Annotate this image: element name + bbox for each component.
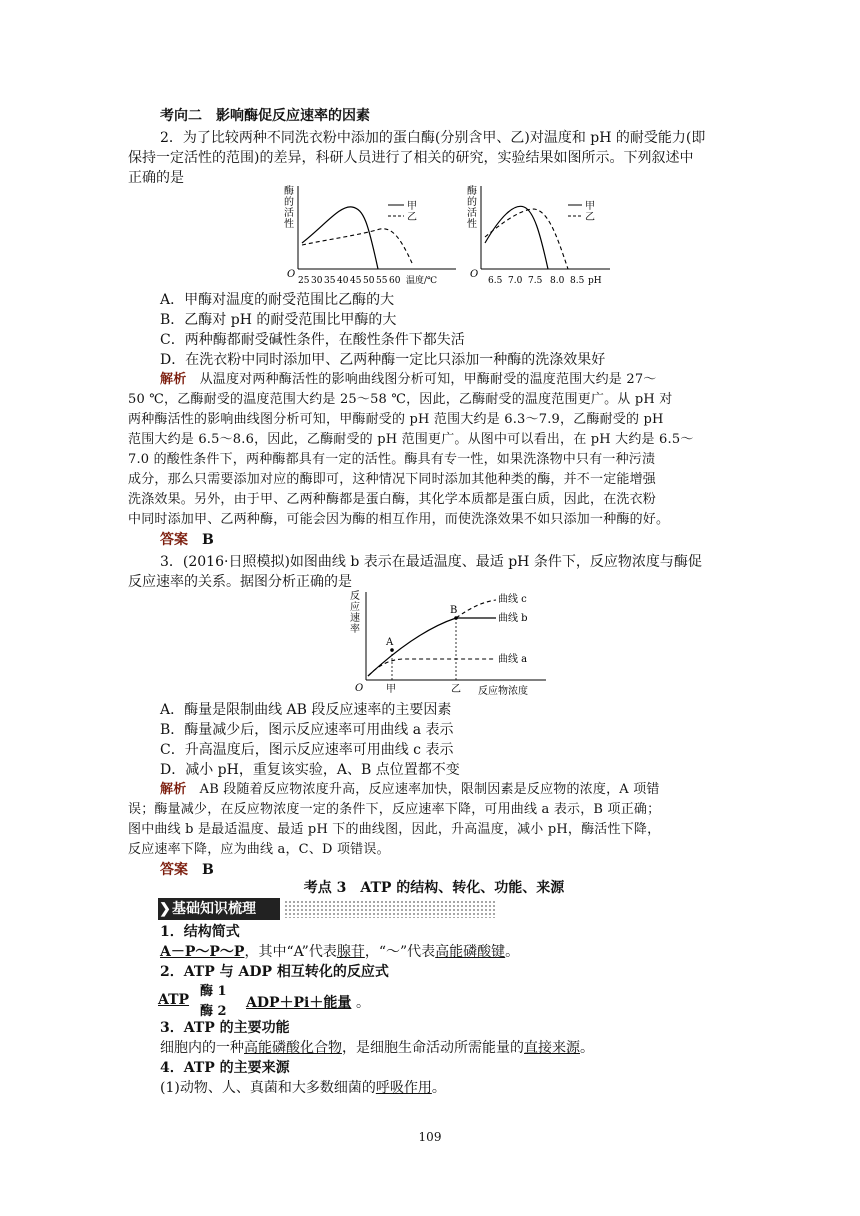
eq-enzyme-1: 酶 1 bbox=[200, 984, 227, 999]
q3-option-d: D．减小 pH，重复该实验，A、B 点位置都不变 bbox=[160, 762, 460, 778]
q2-option-c: C．两种酶都耐受碱性条件，在酸性条件下都失活 bbox=[160, 332, 465, 348]
q3-answer bbox=[160, 860, 772, 880]
page-number: 109 bbox=[418, 1130, 442, 1144]
chart3-point-a bbox=[390, 648, 394, 652]
chart2-curve-yi bbox=[485, 209, 568, 269]
k1-text-a: ，其中“A”代表 bbox=[244, 944, 337, 960]
k3-title: 3．ATP 的主要功能 bbox=[160, 1020, 290, 1036]
q2-analysis-label: 解析 bbox=[160, 372, 187, 387]
q3-answer-label: 答案 bbox=[160, 862, 188, 878]
eq-enzyme-2: 酶 2 bbox=[200, 1004, 227, 1019]
chart2-xtick-8.5: 8.5 bbox=[570, 276, 585, 286]
chart2-xtick-8.0: 8.0 bbox=[550, 276, 565, 286]
chevron-right-icon: ❯ bbox=[159, 901, 171, 917]
chart3-ylabel-1: 反 bbox=[350, 591, 360, 602]
q2-answer bbox=[160, 530, 772, 550]
chart3-curve-c bbox=[456, 600, 496, 618]
chart1-origin: O bbox=[287, 269, 296, 280]
chart3-xmark-jia: 甲 bbox=[386, 684, 396, 695]
chart3-label-b: B bbox=[450, 605, 458, 616]
eq-right: ADP＋Pi＋能量 bbox=[246, 995, 352, 1011]
chart1-xtick-30: 30 bbox=[311, 276, 323, 286]
chart2-xunit: pH bbox=[588, 276, 602, 286]
q3-option-b: B．酶量减少后，图示反应速率可用曲线 a 表示 bbox=[160, 722, 454, 738]
chart1-xtick-50: 50 bbox=[363, 276, 375, 286]
chart3-label-curve-a: 曲线 a bbox=[498, 654, 528, 665]
q3-analysis-line-4: 反应速率下降，应为曲线 a，C、D 项错误。 bbox=[128, 842, 390, 857]
chart3-label-curve-c: 曲线 c bbox=[498, 594, 527, 605]
k1-title: 1．结构简式 bbox=[160, 924, 240, 940]
q2-answer-value: B bbox=[202, 532, 214, 548]
chart3-label-curve-b: 曲线 b bbox=[498, 613, 528, 624]
temperature-activity-chart bbox=[280, 183, 460, 289]
k3-underline-1: 高能磷酸化合物 bbox=[244, 1040, 342, 1056]
q2-analysis-line-3: 两种酶活性的影响曲线图分析可知，甲酶耐受的 pH 范围大约是 6.3～7.9，乙酶耐受的 pH bbox=[128, 412, 664, 427]
chart3-xmark-yi: 乙 bbox=[451, 684, 461, 695]
chart2-xtick-6.5: 6.5 bbox=[488, 276, 503, 286]
section-banner bbox=[158, 898, 498, 920]
k2-title: 2．ATP 与 ADP 相互转化的反应式 bbox=[160, 964, 389, 980]
q3-stem-line-1: 3．(2016·日照模拟)如图曲线 b 表示在最适温度、最适 pH 条件下，反应物浓度与酶促 bbox=[160, 554, 702, 570]
banner-tag bbox=[158, 898, 280, 920]
chart1-xunit: 温度/℃ bbox=[406, 276, 438, 286]
chart2-legend-jia: 甲 bbox=[585, 201, 595, 212]
chart3-curve-a bbox=[368, 659, 496, 676]
chart2-origin: O bbox=[470, 269, 479, 280]
kaodian-title: 考点 3 ATP 的结构、转化、功能、来源 bbox=[303, 880, 565, 896]
q2-stem-line-1: 2．为了比较两种不同洗衣粉中添加的蛋白酶(分别含甲、乙)对温度和 pH 的耐受能力(即 bbox=[160, 130, 706, 146]
q2-analysis-line-7: 洗涤效果。另外，由于甲、乙两种酶都是蛋白酶，其化学本质都是蛋白质，因此，在洗衣粉 bbox=[128, 492, 657, 507]
chart2-curve-jia bbox=[485, 206, 548, 269]
k1-text-c: 。 bbox=[505, 944, 520, 960]
q3-analysis-line-2: 误；酶量减少，在反应物浓度一定的条件下，反应速率下降，可用曲线 a 表示，B 项正确； bbox=[128, 802, 661, 817]
chart2-ylabel-2: 的 bbox=[467, 197, 477, 208]
k1-formula: A－P～P～P bbox=[160, 944, 245, 960]
k4-text-a: (1)动物、人、真菌和大多数细菌的 bbox=[160, 1080, 376, 1096]
q2-analysis-line-5: 7.0 的酸性条件下，两种酶都具有一定的活性。酶具有专一性，如果洗涤物中只有一种污渍 bbox=[128, 452, 656, 467]
q2-analysis-line-2: 50 ℃，乙酶耐受的温度范围大约是 25～58 ℃，因此，乙酶耐受的温度范围更广。从 pH 对 bbox=[128, 392, 673, 407]
chart1-xtick-35: 35 bbox=[324, 276, 336, 286]
banner-dots bbox=[284, 900, 496, 918]
chart1-xtick-55: 55 bbox=[376, 276, 388, 286]
chart1-xtick-25: 25 bbox=[298, 276, 310, 286]
k1-text-b: ，“～”代表 bbox=[364, 944, 436, 960]
chart1-curve-yi bbox=[302, 229, 412, 263]
chart1-ylabel-1: 酶 bbox=[284, 186, 294, 197]
q3-stem-line-2: 反应速率的关系。据图分析正确的是 bbox=[128, 574, 352, 590]
chart1-legend-jia: 甲 bbox=[407, 201, 417, 212]
q3-analysis-label: 解析 bbox=[160, 782, 187, 797]
k4-line bbox=[160, 1078, 772, 1098]
chart2-ylabel-3: 活 bbox=[467, 208, 477, 219]
k4-underline-1: 呼吸作用 bbox=[375, 1080, 432, 1096]
ph-activity-chart bbox=[464, 183, 614, 289]
chart1-xtick-45: 45 bbox=[350, 276, 362, 286]
section-title: 考向二 影响酶促反应速率的因素 bbox=[160, 108, 370, 124]
k1-underline-2: 高能磷酸键 bbox=[435, 944, 506, 960]
chart2-xtick-7.0: 7.0 bbox=[508, 276, 523, 286]
chart2-ylabel-1: 酶 bbox=[467, 186, 477, 197]
chart2-legend-yi: 乙 bbox=[585, 212, 595, 223]
q2-answer-label: 答案 bbox=[160, 532, 188, 548]
q2-stem-line-3: 正确的是 bbox=[128, 170, 184, 186]
chart1-legend-yi: 乙 bbox=[407, 212, 417, 223]
chart3-label-a: A bbox=[386, 637, 394, 648]
k4-title: 4．ATP 的主要来源 bbox=[160, 1060, 290, 1076]
k3-underline-2: 直接来源 bbox=[524, 1040, 580, 1056]
q3-analysis-text-1: AB 段随着反应物浓度升高，反应速率加快，限制因素是反应物的浓度，A 项错 bbox=[199, 782, 660, 797]
k1-underline-1: 腺苷 bbox=[336, 944, 365, 960]
q3-analysis-line-3: 图中曲线 b 是最适温度、最适 pH 下的曲线图，因此，升高温度，减小 pH，酶活性下降， bbox=[128, 822, 661, 837]
q2-analysis-line-1 bbox=[160, 370, 772, 390]
q3-analysis-line-1 bbox=[160, 780, 772, 800]
q3-answer-value: B bbox=[202, 862, 214, 878]
reaction-rate-chart bbox=[346, 588, 550, 700]
q2-option-a: A．甲酶对温度的耐受范围比乙酶的大 bbox=[160, 292, 395, 308]
q2-option-d: D．在洗衣粉中同时添加甲、乙两种酶一定比只添加一种酶的洗涤效果好 bbox=[160, 352, 606, 368]
k3-text-a: 细胞内的一种 bbox=[160, 1040, 244, 1056]
chart2-xtick-7.5: 7.5 bbox=[528, 276, 543, 286]
k3-text-b: ，是细胞生命活动所需能量的 bbox=[342, 1040, 524, 1056]
chart1-xtick-60: 60 bbox=[389, 276, 401, 286]
q2-analysis-line-6: 成分，那么只需要添加对应的酶即可，这种情况下同时添加其他种类的酶，并不一定能增强 bbox=[128, 472, 657, 487]
chart3-ylabel-4: 率 bbox=[350, 624, 360, 635]
q2-analysis-line-4: 范围大约是 6.5～8.6，因此，乙酶耐受的 pH 范围更广。从图中可以看出，在 pH 大约是 6.5～ bbox=[128, 432, 694, 447]
q2-analysis-line-8: 中同时添加甲、乙两种酶，可能会因为酶的相互作用，而使洗涤效果不如只添加一种酶的好。 bbox=[128, 512, 670, 527]
q2-stem-line-2: 保持一定活性的范围)的差异，科研人员进行了相关的研究，实验结果如图所示。下列叙述中 bbox=[128, 150, 694, 166]
chart1-ylabel-2: 的 bbox=[284, 197, 294, 208]
atp-adp-equation bbox=[158, 980, 478, 1020]
chart3-ylabel-2: 应 bbox=[350, 602, 360, 613]
chart1-ylabel-3: 活 bbox=[284, 208, 294, 219]
q3-option-a: A．酶量是限制曲线 AB 段反应速率的主要因素 bbox=[160, 702, 452, 718]
k1-line bbox=[160, 942, 772, 962]
k4-text-b: 。 bbox=[431, 1080, 446, 1096]
k3-text-c: 。 bbox=[580, 1040, 594, 1056]
eq-end: 。 bbox=[356, 995, 370, 1011]
q2-analysis-text-1: 从温度对两种酶活性的影响曲线图分析可知，甲酶耐受的温度范围大约是 27～ bbox=[199, 372, 657, 387]
chart1-ylabel-4: 性 bbox=[284, 219, 294, 230]
q2-option-b: B．乙酶对 pH 的耐受范围比甲酶的大 bbox=[160, 312, 397, 328]
chart3-xlabel: 反应物浓度 bbox=[478, 686, 528, 697]
chart3-ylabel-3: 速 bbox=[350, 613, 360, 624]
eq-left: ATP bbox=[158, 992, 190, 1008]
chart3-origin: O bbox=[355, 683, 364, 694]
chart1-xtick-40: 40 bbox=[337, 276, 349, 286]
chart2-ylabel-4: 性 bbox=[467, 219, 477, 230]
chart3-point-b bbox=[454, 616, 458, 620]
q3-option-c: C．升高温度后，图示反应速率可用曲线 c 表示 bbox=[160, 742, 454, 758]
k3-line bbox=[160, 1038, 772, 1058]
banner-label: 基础知识梳理 bbox=[172, 901, 256, 917]
